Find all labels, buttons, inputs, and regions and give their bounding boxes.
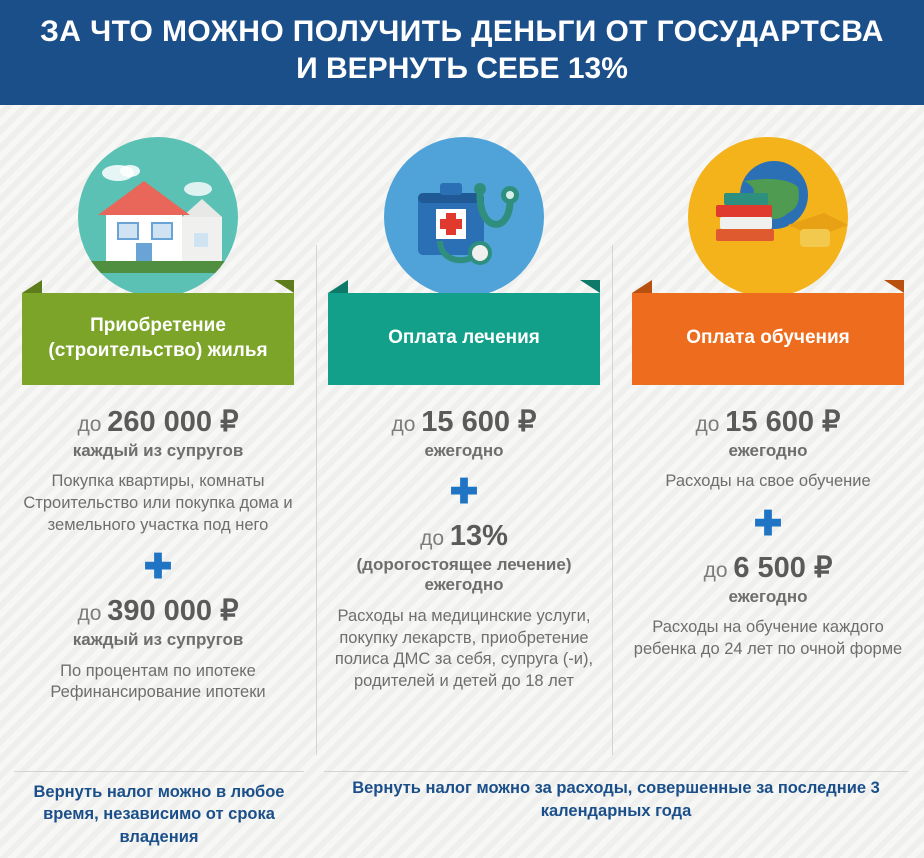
columns-container <box>0 105 924 843</box>
housing-amount-1-prefix: до <box>77 412 102 436</box>
treatment-sub-1: ежегодно <box>424 440 504 460</box>
treatment-amount-2-value: 13% <box>449 520 508 553</box>
education-banner-wrap <box>612 293 924 385</box>
education-desc-1: Расходы на свое обучение <box>665 472 871 491</box>
banner-flap-left <box>328 280 348 293</box>
housing-desc-1: Покупка квартиры, комнаты Строительство или покупка дома и земельного участка под него <box>23 472 293 534</box>
education-banner-label: Оплата обучения <box>686 327 850 349</box>
education-body <box>612 385 924 665</box>
housing-body <box>0 385 316 708</box>
education-amount-1-prefix: до <box>695 412 720 436</box>
house-icon <box>78 137 238 297</box>
column-treatment <box>316 105 612 843</box>
treatment-illustration <box>384 137 544 269</box>
books-globe-icon <box>688 137 848 297</box>
education-desc-2: Расходы на обучение каждого ребенка до 24 лет по очной форме <box>633 618 903 658</box>
treatment-banner <box>328 293 600 385</box>
banner-flap-left <box>22 280 42 293</box>
header-banner <box>0 0 924 105</box>
header-title-line2: И ВЕРНУТЬ СЕБЕ 13% <box>296 52 628 86</box>
education-illustration <box>688 137 848 269</box>
footer-divider-right <box>324 771 908 772</box>
footer-note-right: Вернуть налог можно за расходы, совершенные за последние 3 календарных года <box>352 779 880 820</box>
banner-flap-right <box>884 280 904 293</box>
treatment-body <box>316 385 612 697</box>
plus-icon: ✚ <box>143 548 173 587</box>
housing-illustration <box>78 137 238 269</box>
treatment-amount-1 <box>330 407 598 439</box>
treatment-amount-2 <box>330 521 598 553</box>
banner-flap-left <box>632 280 652 293</box>
footer-divider-left <box>14 771 304 772</box>
header-title-line1: ЗА ЧТО МОЖНО ПОЛУЧИТЬ ДЕНЬГИ ОТ ГОСУДАРТСВА <box>40 15 884 48</box>
treatment-desc-2: Расходы на медицинские услуги, покупку лекарств, приобретение полиса ДМС за себя, супруга (-и), родителей и детей до 18 лет <box>334 606 594 691</box>
education-amount-1-value: 15 600 ₽ <box>725 405 841 438</box>
treatment-banner-label: Оплата лечения <box>388 327 540 349</box>
education-sub-1: ежегодно <box>728 440 808 460</box>
banner-flap-right <box>274 280 294 293</box>
housing-amount-2 <box>14 596 302 628</box>
housing-desc-2: По процентам по ипотеке Рефинансирование ипотеки <box>50 661 266 702</box>
housing-banner <box>22 293 294 385</box>
housing-banner-wrap <box>0 293 316 385</box>
housing-amount-1-value: 260 000 ₽ <box>107 405 239 438</box>
column-housing <box>0 105 316 843</box>
plus-icon: ✚ <box>449 473 479 512</box>
treatment-amount-1-value: 15 600 ₽ <box>421 405 537 438</box>
footer-note-left: Вернуть налог можно в любое время, независимо от срока владения <box>33 783 285 846</box>
education-amount-1 <box>626 407 910 439</box>
housing-sub-2: каждый из супругов <box>72 630 244 650</box>
housing-amount-2-value: 390 000 ₽ <box>107 595 239 628</box>
education-sub-2: ежегодно <box>728 586 808 606</box>
housing-sub-1: каждый из супругов <box>72 440 244 460</box>
treatment-amount-2-prefix: до <box>420 527 445 551</box>
plus-icon: ✚ <box>753 504 783 543</box>
treatment-banner-wrap <box>316 293 612 385</box>
housing-amount-1 <box>14 407 302 439</box>
banner-flap-right <box>580 280 600 293</box>
treatment-amount-1-prefix: до <box>391 412 416 436</box>
education-amount-2-value: 6 500 ₽ <box>733 551 833 584</box>
column-education <box>612 105 924 843</box>
medical-case-icon <box>384 137 544 297</box>
education-amount-2-prefix: до <box>703 558 728 582</box>
housing-banner-label: Приобретение (строительство) жилья <box>48 315 268 361</box>
education-banner <box>632 293 904 385</box>
education-amount-2 <box>626 553 910 585</box>
housing-amount-2-prefix: до <box>77 602 102 626</box>
treatment-sub-2: (дорогостоящее лечение) ежегодно <box>356 554 572 595</box>
